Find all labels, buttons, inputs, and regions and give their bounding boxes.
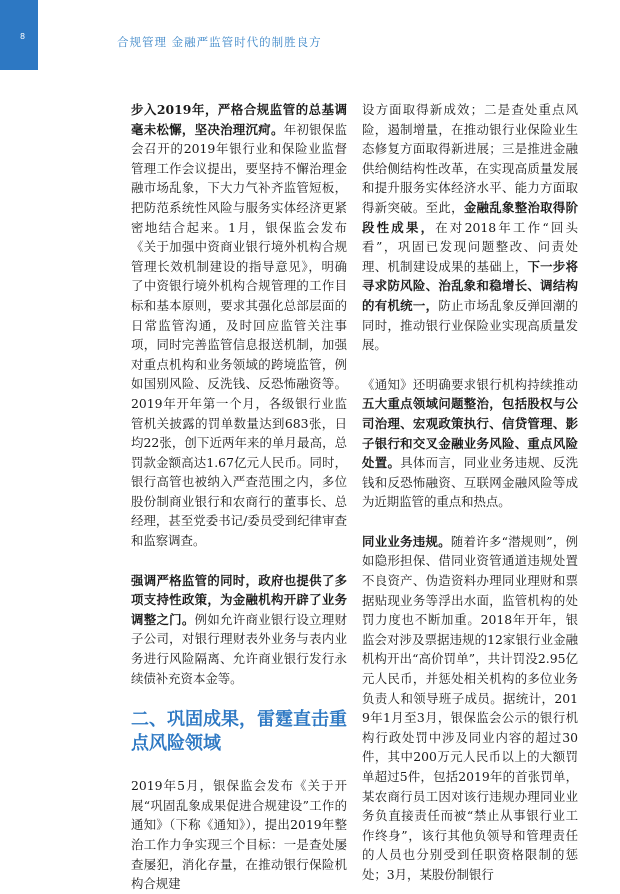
- body-text: 防止市场乱象反弹回潮的同时，推动银行业保险业实现高质量发展。: [362, 297, 579, 353]
- body-text: 年初银保监会召开的2019年银行业和保险业监督管理工作会议提出，要坚持不懈治理金融市场乱象，下大力气补齐监管短板，把防范系统性风险与服务实体经济更紧密地结合起来。1月，银保监会发布《关于加强中资商业银行境外机构合规管理长效机制建设的指导意见》，明确了中资银行境外机构合规管理的工作目标和基本原则，要求其强化总部层面的日常监管沟通，及时回应监管关注事项，同时完善监管信息报送机制，加强对重点机构和业务领域的跨境监管，例如国别风险、反洗钱、反恐怖融资等。2019年开年第一个月，各级银行业监管机关披露的罚单数量达到683张，日均22张，创下近两年来的单月最高，总罚款金额高达1.67亿元人民币。同时，银行高管也被纳入严查范围之内，多位股份制商业银行和农商行的董事长、总经理，甚至党委书记/委员受到纪律审查和监察调查。: [131, 121, 348, 549]
- paragraph: [362, 375, 578, 512]
- paragraph: [362, 100, 578, 355]
- bold-lead: 强调严格监管的同时，政府也提供了多项支持性政策，为金融机构开辟了业务调整之门。: [131, 572, 347, 627]
- bold-phrase: 金融乱象整治取得阶段性成果，: [362, 199, 579, 235]
- bold-phrase: 五大重点领域问题整治，包括股权与公司治理、宏观政策执行、信贷管理、影子银行和交叉金融业务风险、重点风险处置。: [362, 396, 578, 471]
- running-title: 合规管理 金融严监管时代的制胜良方: [117, 35, 322, 49]
- body-text: 设方面取得新成效；二是查处重点风险，遏制增量，在推动银行业保险业生态修复方面取得新进展；三是推进金融供给侧结构性改革，在实现高质量发展和提升服务实体经济水平、能力方面取得新突破。至此，: [362, 102, 578, 215]
- paragraph: [131, 776, 347, 894]
- left-column: [131, 100, 347, 894]
- body-text: 《通知》还明确要求银行机构持续推动: [362, 376, 578, 392]
- paragraph: [131, 571, 347, 689]
- bold-lead: 步入2019年，严格合规监管的总基调毫未松懈，坚决治理沉疴。: [131, 102, 347, 137]
- paragraph: [362, 532, 578, 885]
- body-text: 在对2018年工作“回头看”，巩固已发现问题整改、问责处理、机制建设成果的基础上，: [362, 219, 578, 274]
- right-column: [362, 100, 578, 885]
- bold-lead: 同业业务违规。: [362, 533, 451, 549]
- paragraph: [131, 100, 347, 551]
- section-heading: 二、巩固成果，雷霆直击重点风险领域: [131, 709, 347, 755]
- bold-phrase: 下一步将寻求防风险、治乱象和稳增长、调结构的有机统一，: [362, 258, 579, 313]
- body-text: 例如允许商业银行设立理财子公司，对银行理财表外业务与表内业务进行风险隔离、允许商业银行发行永续债补充资本金等。: [131, 611, 348, 686]
- body-text: 随着许多“潜规则”，例如隐形担保、借同业资管通道违规处置不良资产、伪造资料办理同业理财和票据贴现业务等浮出水面，监管机构的处罚力度也不断加重。2018年开年，银监会对涉及票据违规的12家银行业金融机构开出“高价罚单”，共计罚没2.95亿元人民币，并惩处相关机构的多位业务负责人和领导班子成员。据统计，2019年1月至3月，银保监会公示的银行机构行政处罚中涉及同业内容的超过30件，其中200万元人民币以上的大额罚单超过5件，包括2019年的首张罚单，某农商行员工因对该行违规办理同业业务负直接责任而被“禁止从事银行业工作终身”，该行其他负领导和管理责任的人员也分别受到任职资格限制的惩处；3月，某股份制银行: [362, 533, 578, 882]
- page-number: 8: [20, 32, 26, 41]
- body-text: 具体而言，同业业务违规、反洗钱和反恐怖融资、互联网金融风险等成为近期监管的重点和热点。: [362, 455, 579, 510]
- body-text: 2019年5月，银保监会发布《关于开展“巩固乱象成果促进合规建设”工作的通知》（下称《通知》），提出2019年整治工作力争实现三个目标：一是查处屡查屡犯，消化存量，在推动银行保险机构合规建: [131, 778, 347, 892]
- page-tab: [0, 0, 38, 70]
